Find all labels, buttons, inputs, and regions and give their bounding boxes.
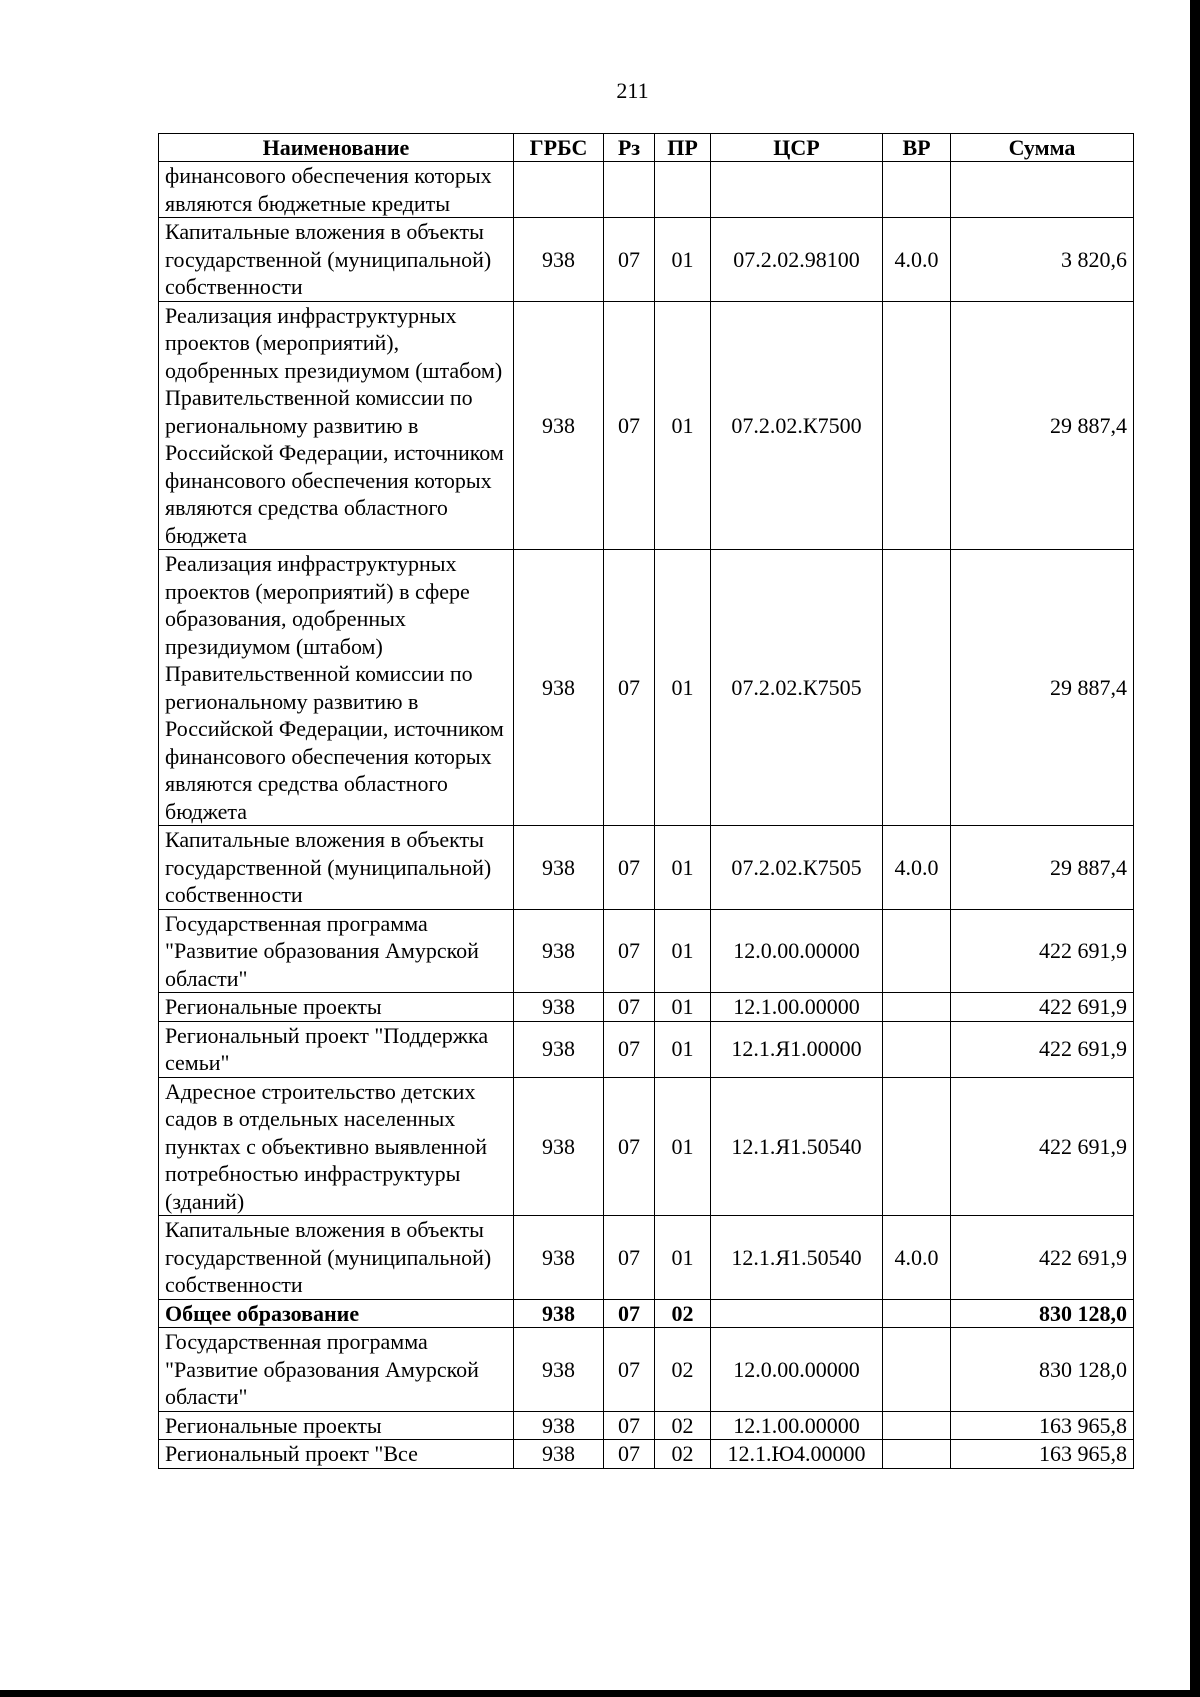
cell-rz	[604, 162, 655, 218]
cell-grbs: 938	[514, 1077, 604, 1216]
cell-vr: 4.0.0	[883, 1216, 951, 1300]
cell-pr: 01	[655, 1021, 711, 1077]
cell-sum: 830 128,0	[951, 1328, 1134, 1412]
cell-name: Региональный проект "Поддержка семьи"	[159, 1021, 514, 1077]
cell-vr	[883, 1440, 951, 1469]
cell-grbs: 938	[514, 1440, 604, 1469]
cell-csr: 12.0.00.00000	[711, 909, 883, 993]
scan-border-right	[1190, 0, 1200, 1697]
table-row	[159, 550, 1134, 826]
cell-name: Общее образование	[159, 1299, 514, 1328]
table-row	[159, 1021, 1134, 1077]
cell-sum: 422 691,9	[951, 1021, 1134, 1077]
cell-rz: 07	[604, 1328, 655, 1412]
cell-pr: 02	[655, 1299, 711, 1328]
cell-name: Адресное строительство детских садов в отдельных населенных пунктах с объективно выявленной потребностью инфраструктуры (зданий)	[159, 1077, 514, 1216]
cell-rz: 07	[604, 826, 655, 910]
cell-name: Региональные проекты	[159, 1411, 514, 1440]
cell-csr: 12.1.Ю4.00000	[711, 1440, 883, 1469]
cell-sum	[951, 162, 1134, 218]
table-row	[159, 826, 1134, 910]
table-row	[159, 909, 1134, 993]
cell-name: Государственная программа "Развитие образования Амурской области"	[159, 1328, 514, 1412]
table-row	[159, 1299, 1134, 1328]
table-row	[159, 1216, 1134, 1300]
cell-sum: 422 691,9	[951, 909, 1134, 993]
cell-sum: 422 691,9	[951, 993, 1134, 1022]
cell-pr: 01	[655, 826, 711, 910]
cell-vr	[883, 993, 951, 1022]
cell-name: Реализация инфраструктурных проектов (мероприятий), одобренных президиумом (штабом) Правительственной комиссии по региональному развитию в Российской Федерации, источником финансового обеспечения которых являются средства областного бюджета	[159, 301, 514, 550]
cell-pr: 01	[655, 1216, 711, 1300]
header-sum: Сумма	[951, 134, 1134, 162]
table-row	[159, 301, 1134, 550]
cell-csr: 07.2.02.К7505	[711, 550, 883, 826]
cell-pr: 01	[655, 550, 711, 826]
cell-csr: 12.0.00.00000	[711, 1328, 883, 1412]
cell-pr: 02	[655, 1440, 711, 1469]
cell-vr	[883, 550, 951, 826]
cell-rz: 07	[604, 993, 655, 1022]
cell-grbs: 938	[514, 1216, 604, 1300]
cell-rz: 07	[604, 1299, 655, 1328]
budget-table	[158, 133, 1134, 1469]
cell-csr	[711, 1299, 883, 1328]
table-row	[159, 162, 1134, 218]
cell-csr	[711, 162, 883, 218]
cell-rz: 07	[604, 1440, 655, 1469]
cell-rz: 07	[604, 1077, 655, 1216]
cell-sum: 163 965,8	[951, 1411, 1134, 1440]
cell-vr	[883, 1299, 951, 1328]
cell-vr	[883, 162, 951, 218]
cell-sum: 422 691,9	[951, 1077, 1134, 1216]
cell-vr	[883, 1021, 951, 1077]
cell-grbs: 938	[514, 826, 604, 910]
table-row	[159, 1328, 1134, 1412]
table-row	[159, 218, 1134, 302]
cell-name: Региональные проекты	[159, 993, 514, 1022]
table-row	[159, 1411, 1134, 1440]
cell-grbs	[514, 162, 604, 218]
cell-vr	[883, 1077, 951, 1216]
cell-vr	[883, 1411, 951, 1440]
cell-grbs: 938	[514, 1021, 604, 1077]
cell-sum: 29 887,4	[951, 301, 1134, 550]
cell-name: Капитальные вложения в объекты государственной (муниципальной) собственности	[159, 1216, 514, 1300]
cell-pr: 01	[655, 909, 711, 993]
cell-grbs: 938	[514, 1411, 604, 1440]
cell-grbs: 938	[514, 993, 604, 1022]
cell-csr: 12.1.Я1.00000	[711, 1021, 883, 1077]
cell-grbs: 938	[514, 550, 604, 826]
cell-vr	[883, 909, 951, 993]
cell-name: Капитальные вложения в объекты государственной (муниципальной) собственности	[159, 218, 514, 302]
cell-vr	[883, 1328, 951, 1412]
cell-pr	[655, 162, 711, 218]
cell-sum: 830 128,0	[951, 1299, 1134, 1328]
table-body	[159, 162, 1134, 1469]
cell-rz: 07	[604, 218, 655, 302]
table-header-row	[159, 134, 1134, 162]
cell-rz: 07	[604, 550, 655, 826]
cell-rz: 07	[604, 1021, 655, 1077]
cell-sum: 3 820,6	[951, 218, 1134, 302]
cell-pr: 01	[655, 218, 711, 302]
cell-sum: 163 965,8	[951, 1440, 1134, 1469]
cell-pr: 01	[655, 301, 711, 550]
table-row	[159, 1440, 1134, 1469]
cell-grbs: 938	[514, 909, 604, 993]
cell-name: Реализация инфраструктурных проектов (мероприятий) в сфере образования, одобренных президиумом (штабом) Правительственной комиссии по региональному развитию в Российской Федерации, источником финансового обеспечения которых являются средства областного бюджета	[159, 550, 514, 826]
cell-name: финансового обеспечения которых являются бюджетные кредиты	[159, 162, 514, 218]
header-name: Наименование	[159, 134, 514, 162]
cell-grbs: 938	[514, 1299, 604, 1328]
table-row	[159, 993, 1134, 1022]
scan-border-bottom	[0, 1690, 1200, 1697]
cell-pr: 01	[655, 993, 711, 1022]
cell-sum: 29 887,4	[951, 826, 1134, 910]
cell-csr: 07.2.02.98100	[711, 218, 883, 302]
cell-sum: 422 691,9	[951, 1216, 1134, 1300]
cell-pr: 02	[655, 1328, 711, 1412]
cell-vr: 4.0.0	[883, 218, 951, 302]
cell-csr: 07.2.02.К7500	[711, 301, 883, 550]
header-pr: ПР	[655, 134, 711, 162]
cell-csr: 12.1.00.00000	[711, 993, 883, 1022]
header-csr: ЦСР	[711, 134, 883, 162]
cell-csr: 12.1.00.00000	[711, 1411, 883, 1440]
cell-grbs: 938	[514, 218, 604, 302]
cell-rz: 07	[604, 301, 655, 550]
cell-name: Государственная программа "Развитие образования Амурской области"	[159, 909, 514, 993]
cell-sum: 29 887,4	[951, 550, 1134, 826]
cell-name: Региональный проект "Все	[159, 1440, 514, 1469]
header-grbs: ГРБС	[514, 134, 604, 162]
cell-csr: 07.2.02.К7505	[711, 826, 883, 910]
cell-name: Капитальные вложения в объекты государственной (муниципальной) собственности	[159, 826, 514, 910]
cell-pr: 01	[655, 1077, 711, 1216]
header-rz: Рз	[604, 134, 655, 162]
cell-rz: 07	[604, 1216, 655, 1300]
cell-rz: 07	[604, 1411, 655, 1440]
cell-pr: 02	[655, 1411, 711, 1440]
cell-grbs: 938	[514, 1328, 604, 1412]
cell-vr	[883, 301, 951, 550]
header-vr: ВР	[883, 134, 951, 162]
page-number: 211	[616, 78, 649, 103]
table-row	[159, 1077, 1134, 1216]
cell-grbs: 938	[514, 301, 604, 550]
cell-csr: 12.1.Я1.50540	[711, 1216, 883, 1300]
cell-csr: 12.1.Я1.50540	[711, 1077, 883, 1216]
cell-rz: 07	[604, 909, 655, 993]
cell-vr: 4.0.0	[883, 826, 951, 910]
